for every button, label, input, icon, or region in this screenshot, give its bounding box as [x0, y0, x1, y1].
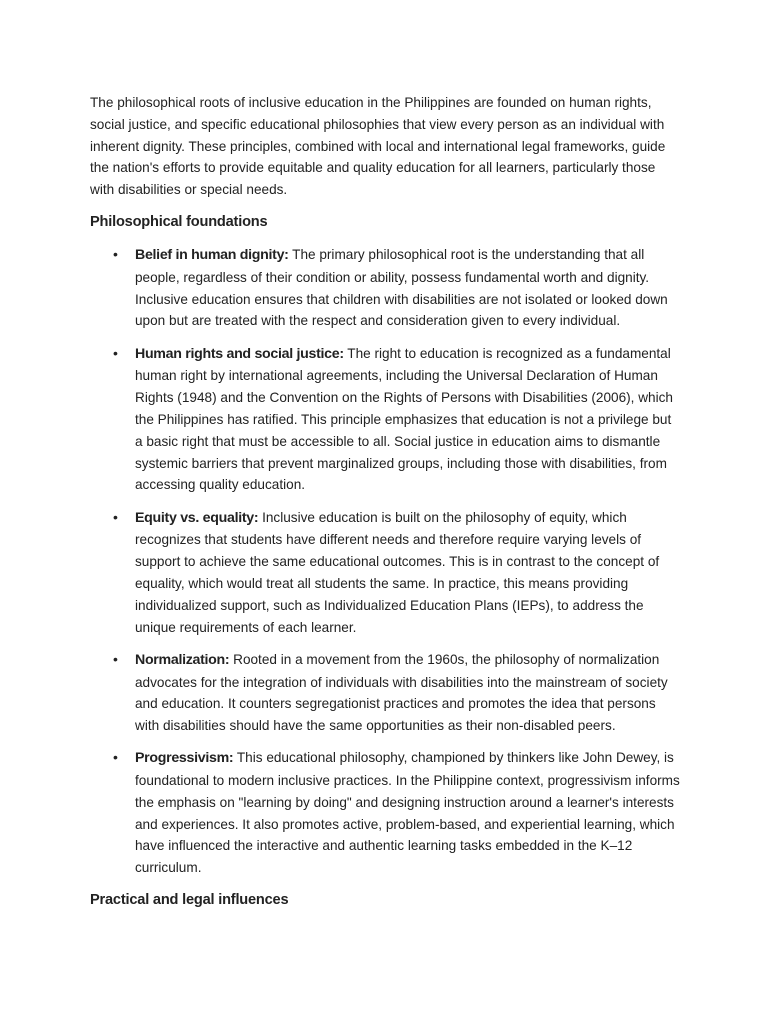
list-item-text: Inclusive education is built on the philosophy of equity, which recognizes that students have different needs and therefore require varying levels of support to achieve the same educational outcomes. This is in contrast to the concept of equality, which would treat all students the same. In practice, this means providing individualized support, such as Individualized Education Plans (IEPs), to address the unique requirements of each learner. — [135, 509, 660, 635]
list-item-equity — [135, 507, 682, 639]
list-item-term: Equity vs. equality: — [135, 509, 259, 526]
list-item-term: Normalization: — [135, 651, 230, 668]
foundations-list — [90, 244, 682, 879]
section-heading-practical-legal: Practical and legal influences — [90, 892, 289, 909]
list-item-human-dignity — [135, 244, 682, 332]
list-item-progressivism — [135, 747, 682, 879]
list-item-text: This educational philosophy, championed by thinkers like John Dewey, is foundational to modern inclusive practices. In the Philippine context, progressivism informs the emphasis on "learning by doing" and designing instruction around a learner's interests and experiences. It also promotes active, problem-based, and experiential learning, which have influenced the interactive and authentic learning tasks embedded in the K–12 curriculum. — [135, 750, 680, 876]
list-item-normalization — [135, 649, 682, 737]
intro-paragraph: The philosophical roots of inclusive education in the Philippines are founded on human rights, social justice, and specific educational philosophies that view every person as an individual with inherent dignity. These principles, combined with local and international legal frameworks, guide the nation's efforts to provide equitable and quality education for all learners, particularly those with disabilities or special needs. — [90, 95, 666, 198]
list-item-human-rights — [135, 343, 682, 497]
list-item-text: The primary philosophical root is the understanding that all people, regardless of their condition or ability, possess fundamental worth and dignity. Inclusive education ensures that children with disabilities are not isolated or looked down upon but are treated with the respect and consideration given to every individual. — [135, 246, 668, 329]
list-item-term: Belief in human dignity: — [135, 246, 289, 263]
section-heading-philosophical-foundations: Philosophical foundations — [90, 213, 268, 230]
document-page — [90, 92, 682, 922]
list-item-term: Human rights and social justice: — [135, 345, 344, 362]
list-item-text: The right to education is recognized as a fundamental human right by international agreements, including the Universal Declaration of Human Rights (1948) and the Convention on the Rights of Persons with Disabilities (2006), which the Philippines has ratified. This principle emphasizes that education is not a privilege but a basic right that must be accessible to all. Social justice in education aims to dismantle systemic barriers that prevent marginalized groups, including those with disabilities, from accessing quality education. — [135, 345, 673, 493]
list-item-term: Progressivism: — [135, 750, 234, 767]
list-item-text: Rooted in a movement from the 1960s, the philosophy of normalization advocates for the integration of individuals with disabilities into the mainstream of society and education. It counters segregationist practices and promotes the idea that persons with disabilities should have the same opportunities as their non-disabled peers. — [135, 651, 668, 734]
